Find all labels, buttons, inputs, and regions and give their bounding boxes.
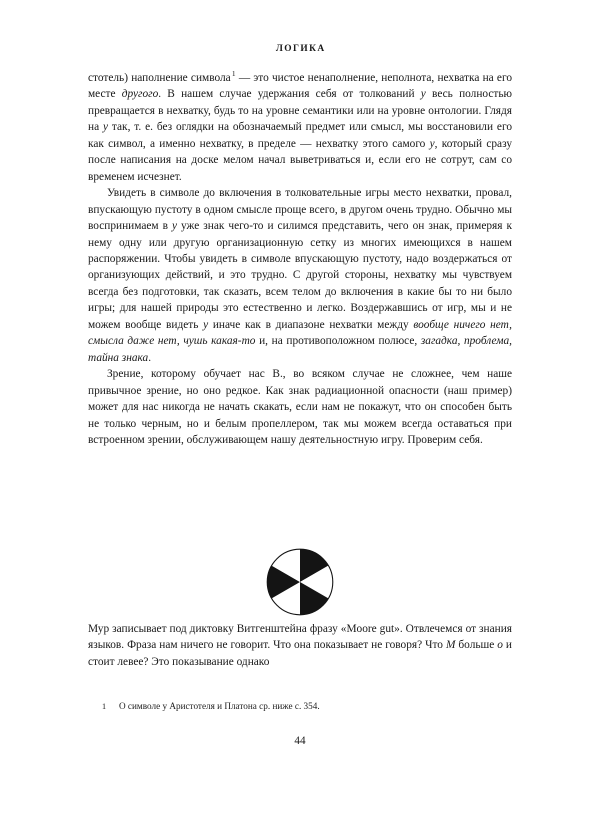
- emphasis-text: y: [203, 318, 209, 331]
- text-run: и стоит левее? Это показывание однако: [88, 639, 512, 668]
- footnote-text: О символе у Аристотеля и Платона ср. ниже с. 354.: [119, 701, 320, 711]
- body-text-block: [88, 70, 512, 448]
- text-run: Увидеть в символе до включения в толковательные игры место нехватки, провал, впускающую пустоту в одном смысле проще всего, в другом очень трудно. Обычно мы воспринимаем в: [88, 187, 512, 233]
- emphasis-text: o: [497, 639, 503, 652]
- radiation-hazard-roundel-icon: [266, 548, 334, 616]
- emphasis-text: y: [171, 220, 178, 233]
- footnote-reference[interactable]: 1: [231, 69, 236, 79]
- emphasis-text: y: [429, 137, 435, 150]
- figure-container: [0, 548, 600, 616]
- page-number: 44: [294, 735, 306, 747]
- emphasis-text: y: [420, 88, 426, 101]
- emphasis-text: загадка, проблема, тайна знака: [88, 335, 512, 364]
- emphasis-text: вообще ничего нет, смысла даже нет, чушь какая-то: [88, 318, 512, 348]
- text-run: больше: [455, 639, 498, 652]
- text-run: — это чистое ненаполнение, неполнота, нехватка на его месте: [88, 72, 512, 101]
- text-run: Зрение, которому обучает нас В., во всяком случае не сложнее, чем наше привычное зрение, но оно редкое. Как знак радиационной опасности (наш пример) может для нас никогда не начать скакать, если нам не покажут, что он способен быть не только черным, но и белым пропеллером, так мы можем всегда оставаться при встроенном зрении, обслуживающем нашу деятельностную игру. Проверим себя.: [88, 368, 512, 446]
- emphasis-text: другого: [121, 88, 159, 101]
- footnote-item: [88, 700, 512, 713]
- text-run: иначе как в диапазоне нехватки между: [208, 318, 414, 331]
- text-run: .: [148, 351, 152, 364]
- text-run: весь полностью превращается в нехватку, будь то на уровне семантики или на уровне онтологии. Глядя на: [88, 88, 512, 134]
- footnote-number: 1: [102, 702, 107, 711]
- paragraph-2: [88, 185, 512, 366]
- running-head: ЛОГИКА: [275, 44, 326, 54]
- paragraph-4: [88, 621, 512, 670]
- tail-text-block: [88, 621, 512, 670]
- text-run: и, на противоположном полюсе,: [255, 335, 421, 348]
- emphasis-text: М: [445, 639, 456, 652]
- text-run: стотель) наполнение символа: [88, 72, 231, 84]
- paragraph-3: [88, 366, 512, 448]
- footnote-area: [88, 700, 512, 713]
- paragraph-1: [88, 70, 512, 185]
- text-run: Мур записывает под диктовку Витгенштейна фразу «Moore gut». Отвлечемся от знания языков. Фраза нам ничего не говорит. Что она показывает не говоря? Что: [88, 623, 512, 652]
- text-run: уже знак чего-то и силимся представить, чего он знак, примеряя к нему одну или другую организационную сетку из многих имеющихся в нашем распоряжении. Чтобы увидеть в символе впускающую пустоту, надо воздержаться от организующих действий, и это трудно. С другой стороны, нехватку мы чувствуем всегда без подготовки, так сказать, всем телом до включения в какие бы то ни было игры; для нашей природы это естественно и легко. Воздержавшись от игр, мы и не можем вообще видеть: [88, 220, 512, 331]
- emphasis-text: y: [103, 121, 109, 134]
- text-run: , который сразу после написания на доске мелом начал выветриваться и, если его не сотрут, сам со временем исчезнет.: [88, 137, 512, 183]
- text-run: так, т. е. без оглядки на обозначаемый предмет или смысл, мы восстановили его как символ, а именно нехватку, в пределе — нехватку этого самого: [88, 121, 512, 150]
- text-run: . В нашем случае удержания себя от толкований: [158, 88, 421, 101]
